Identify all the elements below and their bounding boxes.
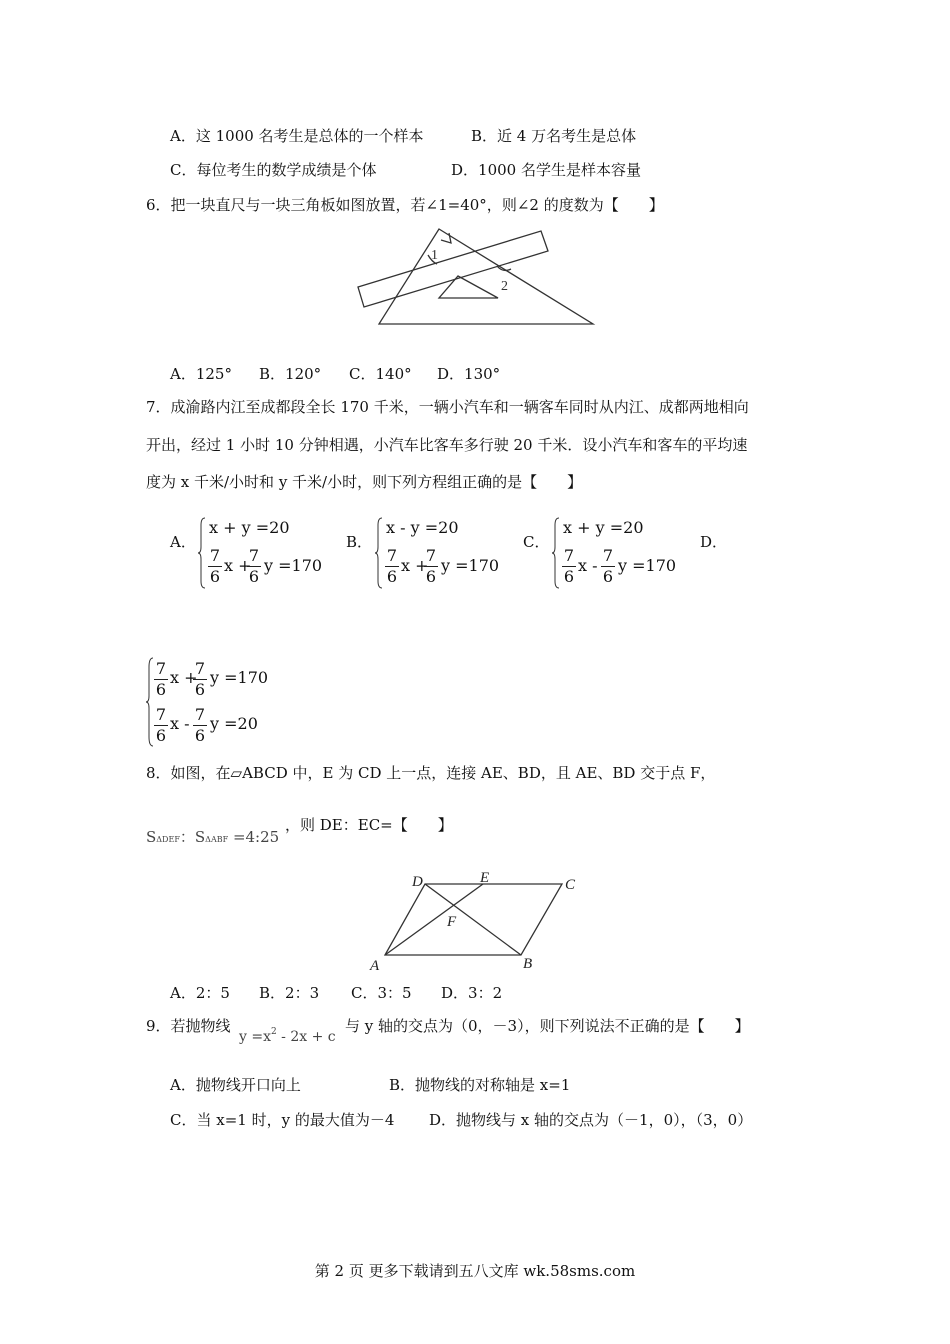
vertex-e-label: E (480, 870, 490, 886)
q7-c-eq1: x + y =20 (563, 518, 644, 537)
q8-area-ratio: SΔDEF：SΔABF =4:25 (146, 828, 280, 846)
angle-2-label: 2 (501, 279, 508, 294)
q7-a-eq2-tail: y =170 (264, 556, 323, 575)
q6-option-c: C．140° (349, 365, 412, 383)
q7-d-frac1: 7 6 (155, 659, 167, 699)
segment-ae (385, 884, 483, 955)
q7-d-frac3: 7 6 (155, 705, 167, 745)
q5-option-b: B．近 4 万名考生是总体 (471, 127, 637, 145)
q7-a-brace (197, 517, 207, 589)
q7-a-eq1: x + y =20 (209, 518, 290, 537)
q7-b-frac1: 7 6 (386, 546, 398, 586)
vertex-b-label: B (523, 956, 533, 972)
vertex-a-label: A (370, 958, 380, 974)
q9-option-d: D．抛物线与 x 轴的交点为（－1，0），（3，0） (429, 1111, 753, 1129)
q7-option-c-label: C． (523, 533, 550, 551)
vertex-d-label: D (412, 874, 423, 890)
page-footer: 第 2 页 更多下载请到五八文库 wk.58sms.com (314, 1262, 636, 1280)
q8-stem: 8．如图，在▱ABCD 中，E 为 CD 上一点，连接 AE、BD，且 AE、BD 交于点 F， (146, 764, 716, 782)
point-f-label: F (447, 914, 457, 930)
q7-d-eq1-tail: y =170 (210, 668, 269, 687)
q9-equation: $y =x^2 - 2x + c$ (239, 1027, 336, 1045)
q7-c-brace (551, 517, 561, 589)
q7-b-eq2-tail: y =170 (441, 556, 500, 575)
q7-a-eq2-op: x + (224, 556, 252, 575)
q9-option-c: C．当 x=1 时，y 的最大值为－4 (170, 1111, 395, 1129)
q5-option-d: D．1000 名学生是样本容量 (451, 161, 641, 179)
q6-option-d: D．130° (437, 365, 501, 383)
q7-option-b-label: B． (346, 533, 373, 551)
q7-line-3: 度为 x 千米/小时和 y 千米/小时，则下列方程组正确的是【 】 (146, 473, 583, 491)
q7-b-frac2: 7 6 (425, 546, 437, 586)
q7-c-frac2: 7 6 (602, 546, 614, 586)
q7-option-d-label: D． (700, 533, 728, 551)
q6-option-a: A．125° (170, 365, 232, 383)
set-square-shape (379, 229, 593, 324)
q8-option-c: C．3：5 (351, 984, 412, 1002)
q6-option-b: B．120° (259, 365, 322, 383)
q9-option-b: B．抛物线的对称轴是 x=1 (389, 1076, 571, 1094)
q9-stem-start: 9．若抛物线 (146, 1017, 231, 1035)
q7-c-eq2-op: x - (578, 556, 598, 575)
q5-option-c: C．每位考生的数学成绩是个体 (170, 161, 377, 179)
q7-d-eq1-op: x + (170, 668, 198, 687)
q7-d-eq2-tail: y =20 (210, 714, 258, 733)
segment-bd (425, 884, 521, 955)
q8-option-a: A．2：5 (170, 984, 230, 1002)
q7-b-eq1: x - y =20 (386, 518, 459, 537)
q7-c-frac1: 7 6 (563, 546, 575, 586)
q7-b-brace (374, 517, 384, 589)
q7-d-frac2: 7 6 (194, 659, 206, 699)
q7-a-frac2: 7 6 (248, 546, 260, 586)
q8-figure (365, 866, 585, 976)
inner-triangle-shape (439, 276, 498, 298)
q7-line-1: 7．成渝路内江至成都段全长 170 千米，一辆小汽车和一辆客车同时从内江、成都两地相向 (146, 398, 749, 416)
q7-d-eq2-op: x - (170, 714, 190, 733)
q8-ask: ，则 DE：EC=【 】 (285, 816, 453, 834)
q7-c-eq2-tail: y =170 (618, 556, 677, 575)
ruler-shape (358, 231, 548, 307)
q9-stem-end: 与 y 轴的交点为（0，－3），则下列说法不正确的是【 】 (345, 1017, 750, 1035)
q7-option-a-label: A． (170, 533, 196, 551)
vertex-c-label: C (565, 877, 576, 893)
q8-option-d: D．3：2 (441, 984, 503, 1002)
q6-stem: 6．把一块直尺与一块三角板如图放置，若∠1=40°，则∠2 的度数为【 】 (146, 196, 664, 214)
q7-b-eq2-op: x + (401, 556, 429, 575)
q7-d-frac4: 7 6 (194, 705, 206, 745)
q7-a-frac1: 7 6 (209, 546, 221, 586)
q5-option-a: A．这 1000 名考生是总体的一个样本 (170, 127, 424, 145)
angle-1-label: 1 (431, 248, 438, 263)
q6-figure (350, 222, 610, 332)
q9-option-a: A．抛物线开口向上 (170, 1076, 301, 1094)
q7-line-2: 开出，经过 1 小时 10 分钟相遇，小汽车比客车多行驶 20 千米．设小汽车和客车的平均速 (146, 436, 748, 454)
q8-option-b: B．2：3 (259, 984, 320, 1002)
